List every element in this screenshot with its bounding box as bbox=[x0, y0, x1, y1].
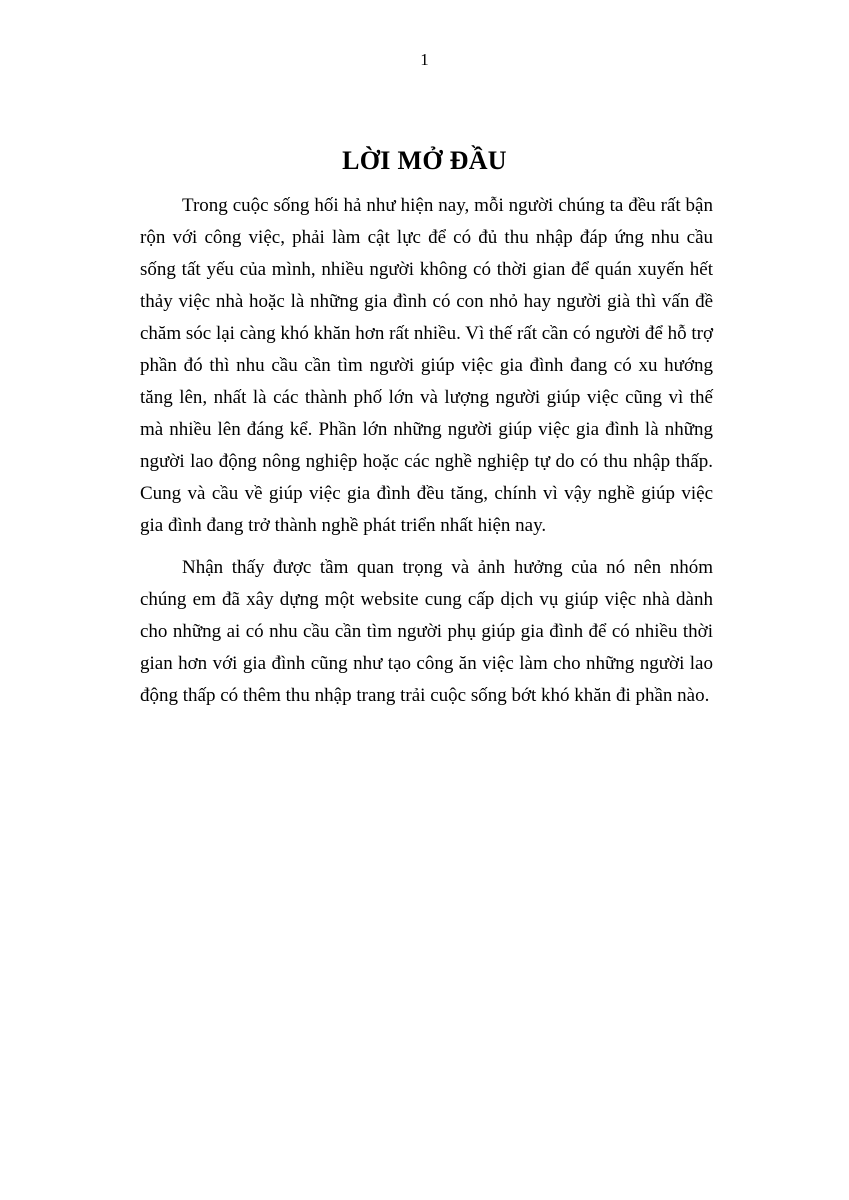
page-title: LỜI MỞ ĐẦU bbox=[342, 146, 507, 175]
paragraph-1: Trong cuộc sống hối hả như hiện nay, mỗi người chúng ta đều rất bận rộn với công việc, phải làm cật lực để có đủ thu nhập đáp ứng nhu cầu sống tất yếu của mình, nhiều người không có thời gian để quán xuyến hết thảy việc nhà hoặc là những gia đình có con nhỏ hay người già thì vấn đề chăm sóc lại càng khó khăn hơn rất nhiều. Vì thế rất cần có người để hỗ trợ phần đó thì nhu cầu cần tìm người giúp việc gia đình đang có xu hướng tăng lên, nhất là các thành phố lớn và lượng người giúp việc cũng vì thế mà nhiều lên đáng kể. Phần lớn những người giúp việc gia đình là những người lao động nông nghiệp hoặc các nghề nghiệp tự do có thu nhập thấp. Cung và cầu về giúp việc gia đình đều tăng, chính vì vậy nghề giúp việc gia đình đang trở thành nghề phát triển nhất hiện nay. bbox=[140, 195, 713, 536]
paragraph-2: Nhận thấy được tầm quan trọng và ảnh hưởng của nó nên nhóm chúng em đã xây dựng một website cung cấp dịch vụ giúp việc nhà dành cho những ai có nhu cầu cần tìm người phụ giúp gia đình để có nhiều thời gian hơn với gia đình cũng như tạo công ăn việc làm cho những người lao động thấp có thêm thu nhập trang trải cuộc sống bớt khó khăn đi phần nào. bbox=[140, 557, 713, 706]
body-text bbox=[140, 190, 713, 712]
page-number: 1 bbox=[420, 50, 429, 69]
